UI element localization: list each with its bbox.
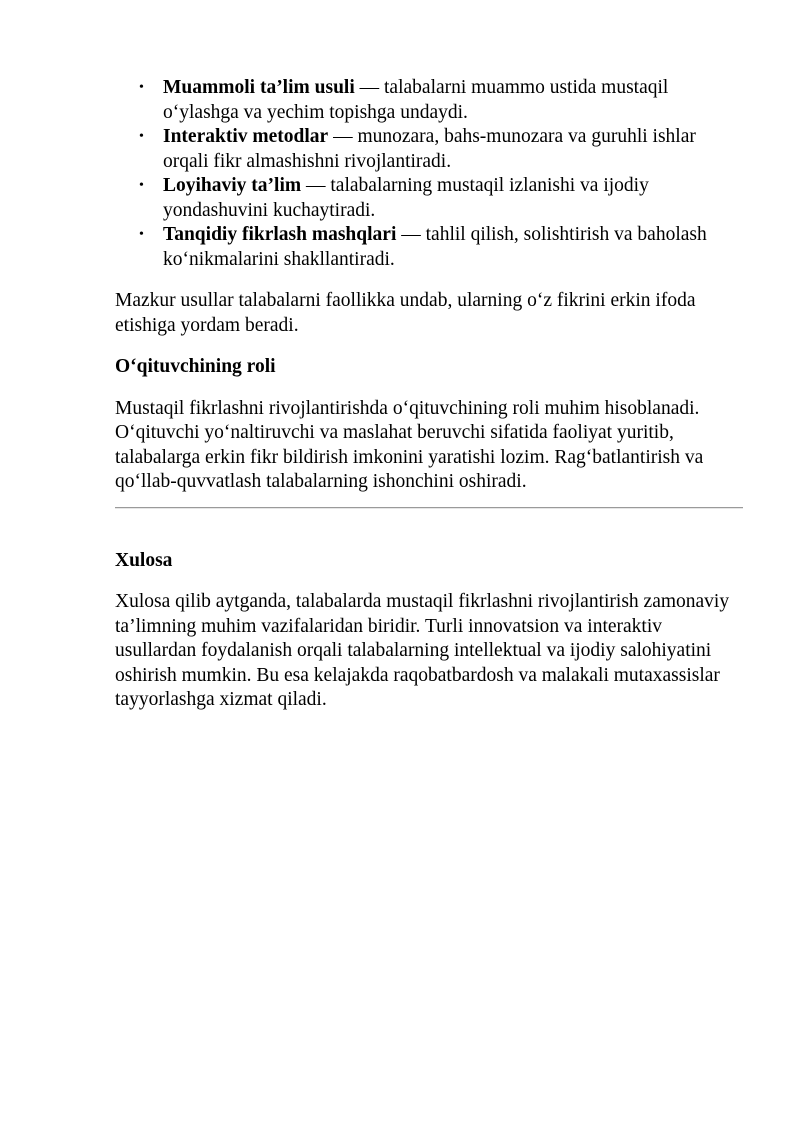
- method-term: Loyihaviy ta’lim: [163, 175, 302, 196]
- method-description: — talabalarni muammo ustida mustaqil o‘ylashga va yechim topishga undaydi.: [163, 77, 669, 123]
- list-item: [139, 174, 745, 223]
- list-item: [139, 223, 745, 272]
- conclusion-heading: Xulosa: [115, 549, 173, 571]
- bullet: •: [139, 227, 144, 242]
- method-term: Interaktiv metodlar: [163, 126, 329, 147]
- teacher-role-paragraph: Mustaqil fikrlashni rivojlantirishda o‘qituvchining roli muhim hisoblanadi. O‘qituvchi yo‘naltiruvchi va maslahat beruvchi sifatida faoliyat yuritib, talabalarga erkin fikr bildirish imkonini yaratishi lozim. Rag‘batlantirish va qo‘llab-quvvatlash talabalarning ishonchini oshiradi.: [115, 397, 704, 492]
- method-description: — tahlil qilish, solishtirish va baholash ko‘nikmalarini shakllantiradi.: [163, 224, 707, 270]
- section-divider: [115, 507, 743, 509]
- method-term: Tanqidiy fikrlash mashqlari: [163, 224, 397, 245]
- method-description: — talabalarning mustaqil izlanishi va ijodiy yondashuvini kuchaytiradi.: [163, 175, 649, 221]
- conclusion-paragraph: Xulosa qilib aytganda, talabalarda mustaqil fikrlashni rivojlantirish zamonaviy ta’limning muhim vazifalaridan biridir. Turli innovatsion va interaktiv usullardan foydalanish orqali talabalarning intellektual va ijodiy salohiyatini oshirish mumkin. Bu esa kelajakda raqobatbardosh va malakali mutaxassislar tayyorlashga xizmat qiladi.: [115, 591, 730, 710]
- document-page: [115, 76, 745, 713]
- methods-list: [115, 76, 745, 272]
- list-item: [139, 76, 745, 125]
- bullet: •: [139, 129, 144, 144]
- bullet: •: [139, 80, 144, 95]
- list-item: [139, 125, 745, 174]
- teacher-role-heading: O‘qituvchining roli: [115, 356, 276, 377]
- methods-summary-paragraph: Mazkur usullar talabalarni faollikka undab, ularning o‘z fikrini erkin ifoda etishiga yordam beradi.: [115, 290, 696, 336]
- bullet: •: [139, 178, 144, 193]
- method-term: Muammoli ta’lim usuli: [163, 77, 355, 98]
- method-description: — munozara, bahs-munozara va guruhli ishlar orqali fikr almashishni rivojlantiradi.: [163, 126, 696, 172]
